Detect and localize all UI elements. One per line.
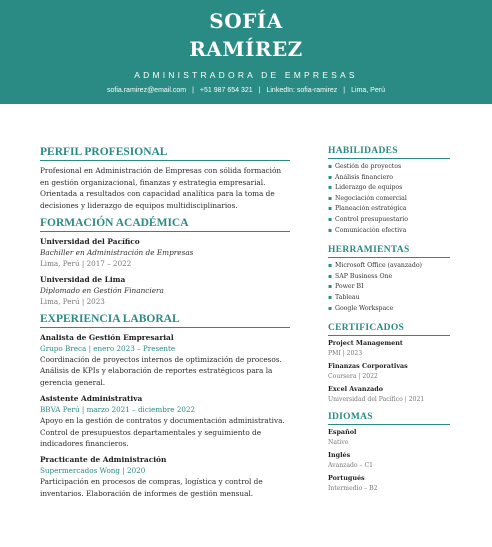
certificate-name: Finanzas Corporativas bbox=[328, 362, 408, 371]
job-item bbox=[40, 454, 290, 499]
certificate-item bbox=[328, 362, 450, 381]
language-item bbox=[328, 451, 450, 470]
resume-header bbox=[0, 0, 492, 104]
certificate-meta: PMI | 2023 bbox=[328, 349, 363, 357]
skills-heading: HABILIDADES bbox=[328, 146, 450, 159]
job-title: Practicante de Administración bbox=[40, 455, 167, 465]
languages-heading: IDIOMAS bbox=[328, 412, 450, 425]
education-section bbox=[40, 217, 290, 307]
job-meta: BBVA Perú | marzo 2021 – diciembre 2022 bbox=[40, 405, 196, 415]
separator: | bbox=[343, 87, 346, 94]
list-item: ▪ Análisis financiero bbox=[328, 173, 450, 184]
certificates-section bbox=[328, 323, 450, 404]
job-title: Analista de Gestión Empresarial bbox=[40, 333, 174, 342]
language-level: Avanzado – C1 bbox=[328, 461, 374, 469]
list-item: ▪ Planeación estratégica bbox=[328, 204, 450, 215]
bullet-icon: ▪ bbox=[328, 173, 333, 181]
certificate-name: Excel Avanzado bbox=[328, 385, 383, 394]
contact-line bbox=[0, 87, 492, 94]
experience-heading: EXPERIENCIA LABORAL bbox=[40, 313, 290, 328]
profile-section bbox=[40, 146, 290, 211]
list-item: ▪ Gestión de proyectos bbox=[328, 162, 450, 173]
language-name: Español bbox=[328, 428, 357, 437]
education-heading: FORMACIÓN ACADÉMICA bbox=[40, 217, 290, 232]
tools-list bbox=[328, 261, 450, 314]
right-column bbox=[328, 146, 450, 497]
bullet-icon: ▪ bbox=[328, 194, 333, 202]
list-item: ▪ SAP Business One bbox=[328, 272, 450, 283]
language-name: Portugués bbox=[328, 474, 365, 483]
job-description: Apoyo en la gestión de contratos y documentación administrativa. Control de presupuestos departamentales y seguimiento de indicadores financieros. bbox=[40, 416, 285, 449]
certificate-item bbox=[328, 339, 450, 358]
education-item bbox=[40, 274, 290, 307]
location-text: Lima, Perú bbox=[351, 87, 385, 94]
tools-heading: HERRAMIENTAS bbox=[328, 245, 450, 258]
bullet-icon: ▪ bbox=[328, 226, 333, 234]
job-item bbox=[40, 393, 290, 449]
bullet-icon: ▪ bbox=[328, 163, 333, 170]
certificate-name: Project Management bbox=[328, 339, 403, 348]
education-institution: Universidad de Lima bbox=[40, 275, 126, 284]
list-item: ▪ Control presupuestario bbox=[328, 215, 450, 226]
phone-text: +51 987 654 321 bbox=[199, 87, 253, 94]
bullet-icon: ▪ bbox=[328, 184, 333, 192]
certificate-meta: Coursera | 2022 bbox=[328, 372, 378, 380]
language-level: Nativo bbox=[328, 438, 349, 446]
language-item bbox=[328, 428, 450, 447]
list-item: ▪ Tableau bbox=[328, 293, 450, 304]
job-title: Asistente Administrativa bbox=[40, 394, 143, 404]
list-item: ▪ Negociación comercial bbox=[328, 194, 450, 205]
education-meta: Lima, Perú | 2023 bbox=[40, 297, 105, 306]
separator: | bbox=[192, 87, 194, 94]
job-meta: Supermercados Wong | 2020 bbox=[40, 466, 146, 476]
list-item: ▪ Microsoft Office (avanzado) bbox=[328, 261, 450, 272]
first-name: SOFÍA bbox=[209, 9, 283, 33]
profile-heading: PERFIL PROFESIONAL bbox=[40, 146, 290, 161]
email-link[interactable]: sofia.ramirez@email.com bbox=[107, 87, 187, 94]
education-item bbox=[40, 236, 290, 269]
job-meta: Grupo Breca | enero 2023 – Presente bbox=[40, 344, 176, 353]
separator: | bbox=[258, 87, 261, 94]
bullet-icon: ▪ bbox=[328, 272, 333, 280]
bullet-icon: ▪ bbox=[328, 304, 333, 312]
education-meta: Lima, Perú | 2017 – 2022 bbox=[40, 259, 132, 268]
job-role-title: ADMINISTRADORA DE EMPRESAS bbox=[134, 70, 358, 80]
education-degree: Bachiller en Administración de Empresas bbox=[40, 248, 194, 257]
language-name: Inglés bbox=[328, 451, 351, 460]
list-item: ▪ Power BI bbox=[328, 282, 450, 293]
language-item bbox=[328, 474, 450, 493]
bullet-icon: ▪ bbox=[328, 215, 333, 223]
skills-section bbox=[328, 146, 450, 236]
bullet-icon: ▪ bbox=[328, 262, 333, 270]
list-item: ▪ Liderazgo de equipos bbox=[328, 183, 450, 194]
list-item: ▪ Google Workspace bbox=[328, 304, 450, 315]
certificate-meta: Universidad del Pacífico | 2021 bbox=[328, 395, 425, 403]
languages-section bbox=[328, 412, 450, 493]
job-item bbox=[40, 332, 290, 388]
education-institution: Universidad del Pacífico bbox=[40, 237, 140, 246]
job-description: Participación en procesos de compras, logística y control de inventarios. Elaboración de informes de gestión mensual. bbox=[40, 477, 263, 498]
left-column bbox=[40, 146, 290, 505]
linkedin-link[interactable]: LinkedIn: sofia-ramirez bbox=[266, 87, 338, 94]
skills-list bbox=[328, 162, 450, 236]
bullet-icon: ▪ bbox=[328, 293, 333, 301]
language-level: Intermedio – B2 bbox=[328, 484, 378, 492]
job-description: Coordinación de proyectos internos de optimización de procesos. Análisis de KPIs y elaboración de reportes estratégicos para la gerencia general. bbox=[40, 355, 282, 387]
bullet-icon: ▪ bbox=[328, 205, 333, 213]
education-degree: Diplomado en Gestión Financiera bbox=[40, 286, 164, 295]
certificate-item bbox=[328, 385, 450, 404]
last-name: RAMÍREZ bbox=[189, 37, 303, 61]
bullet-icon: ▪ bbox=[328, 283, 333, 291]
profile-text: Profesional en Administración de Empresas con sólida formación en gestión organizacional, finanzas y estrategia empresarial. Orientada a resultados con capacidad analítica para la toma de decisiones y liderazgo de equipos multidisciplinarios. bbox=[40, 166, 282, 210]
list-item: ▪ Comunicación efectiva bbox=[328, 226, 450, 237]
tools-section bbox=[328, 245, 450, 314]
experience-section bbox=[40, 313, 290, 499]
certificates-heading: CERTIFICADOS bbox=[328, 323, 450, 336]
